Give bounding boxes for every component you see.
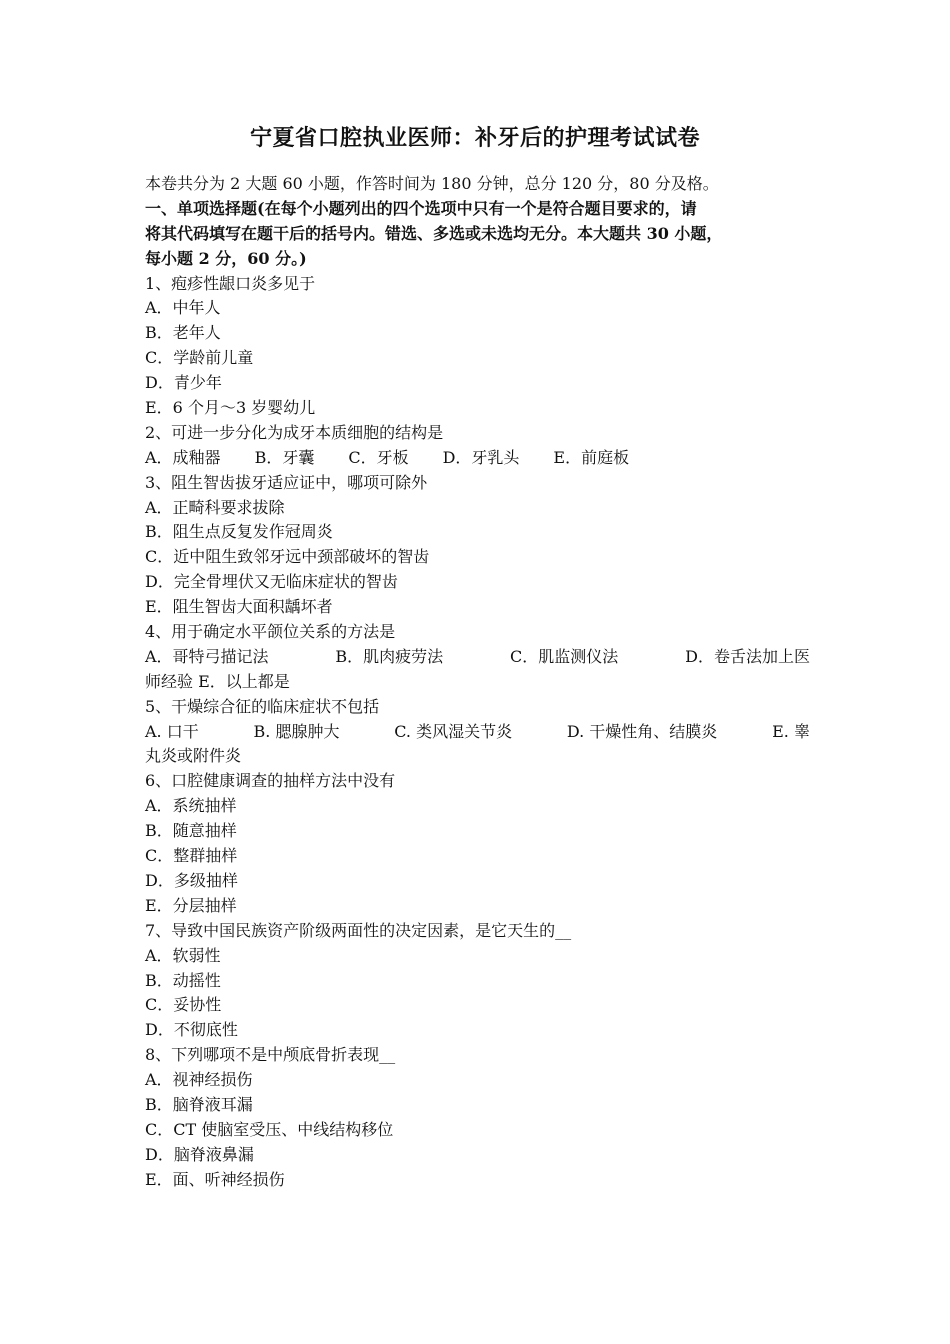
question-4-option-a: A．哥特弓描记法 bbox=[145, 646, 269, 666]
question-1-option-a: A．中年人 bbox=[145, 298, 221, 318]
question-6-option-b: B．随意抽样 bbox=[145, 821, 237, 841]
question-7-option-d: D．不彻底性 bbox=[145, 1020, 238, 1040]
question-8-option-b: B．脑脊液耳漏 bbox=[145, 1094, 253, 1114]
question-8-option-d: D．脑脊液鼻漏 bbox=[145, 1144, 254, 1164]
question-3-option-c: C．近中阻生致邻牙远中颈部破坏的智齿 bbox=[145, 547, 430, 567]
question-6-stem: 6、口腔健康调查的抽样方法中没有 bbox=[145, 771, 396, 791]
question-6-option-c: C．整群抽样 bbox=[145, 846, 238, 866]
question-5-option-c: C. 类风湿关节炎 bbox=[394, 721, 513, 741]
exam-content bbox=[145, 172, 810, 1193]
section-heading-line-1: 一、单项选择题(在每个小题列出的四个选项中只有一个是符合题目要求的，请 bbox=[145, 198, 697, 218]
question-5-option-e: E. 睾 bbox=[772, 721, 810, 741]
question-3-stem: 3、阻生智齿拔牙适应证中，哪项可除外 bbox=[145, 472, 428, 492]
question-5-option-d: D. 干燥性角、结膜炎 bbox=[566, 721, 718, 741]
question-3-option-b: B．阻生点反复发作冠周炎 bbox=[145, 522, 333, 542]
question-6-option-d: D．多级抽样 bbox=[145, 870, 238, 890]
question-6-option-e: E．分层抽样 bbox=[145, 895, 237, 915]
question-2-option-e: E．前庭板 bbox=[553, 447, 630, 467]
question-5-options-continued: 丸炎或附件炎 bbox=[145, 746, 242, 766]
question-2-option-a: A．成釉器 bbox=[145, 447, 221, 467]
question-5-options bbox=[145, 720, 810, 745]
question-1-stem: 1、疱疹性龈口炎多见于 bbox=[145, 273, 316, 293]
question-3-option-d: D．完全骨埋伏又无临床症状的智齿 bbox=[145, 572, 398, 592]
question-4-options bbox=[145, 645, 810, 670]
question-7-option-c: C．妥协性 bbox=[145, 995, 222, 1015]
question-7-option-b: B．动摇性 bbox=[145, 970, 221, 990]
question-6-option-a: A．系统抽样 bbox=[145, 796, 237, 816]
question-4-option-d: D．卷舌法加上医 bbox=[685, 646, 810, 666]
question-7-option-a: A．软弱性 bbox=[145, 945, 221, 965]
question-4-option-b: B．肌肉疲劳法 bbox=[335, 646, 444, 666]
question-2-option-d: D．牙乳头 bbox=[442, 447, 520, 467]
question-5-option-a: A. 口干 bbox=[145, 721, 199, 741]
question-4-option-c: C．肌监测仪法 bbox=[510, 646, 619, 666]
exam-intro: 本卷共分为 2 大题 60 小题，作答时间为 180 分钟，总分 120 分，80 分及格。 bbox=[145, 174, 719, 193]
question-8-option-a: A．视神经损伤 bbox=[145, 1070, 253, 1090]
question-7-stem: 7、导致中国民族资产阶级两面性的决定因素，是它天生的__ bbox=[145, 920, 572, 940]
question-2-stem: 2、可进一步分化为成牙本质细胞的结构是 bbox=[145, 422, 444, 442]
question-2-option-b: B．牙囊 bbox=[254, 447, 315, 467]
question-5-stem: 5、干燥综合征的临床症状不包括 bbox=[145, 696, 380, 716]
question-4-options-continued: 师经验 E．以上都是 bbox=[145, 671, 290, 691]
question-2-option-c: C．牙板 bbox=[348, 447, 409, 467]
question-8-stem: 8、下列哪项不是中颅底骨折表现__ bbox=[145, 1045, 396, 1065]
question-3-option-e: E．阻生智齿大面积龋坏者 bbox=[145, 597, 333, 617]
question-1-option-b: B．老年人 bbox=[145, 323, 221, 343]
question-8-option-e: E．面、听神经损伤 bbox=[145, 1169, 285, 1189]
question-1-option-e: E．6 个月～3 岁婴幼儿 bbox=[145, 398, 316, 418]
section-heading-line-3: 每小题 2 分，60 分。) bbox=[145, 248, 307, 268]
section-heading-line-2: 将其代码填写在题干后的括号内。错选、多选或未选均无分。本大题共 30 小题， bbox=[145, 223, 723, 243]
question-2-options bbox=[145, 446, 810, 471]
question-3-option-a: A．正畸科要求拔除 bbox=[145, 497, 285, 517]
question-8-option-c: C．CT 使脑室受压、中线结构移位 bbox=[145, 1119, 394, 1139]
page-title: 宁夏省口腔执业医师：补牙后的护理考试试卷 bbox=[249, 125, 700, 151]
question-4-stem: 4、用于确定水平颌位关系的方法是 bbox=[145, 622, 396, 642]
question-1-option-d: D．青少年 bbox=[145, 373, 222, 393]
question-1-option-c: C．学龄前儿童 bbox=[145, 348, 254, 368]
question-5-option-b: B. 腮腺肿大 bbox=[253, 721, 340, 741]
